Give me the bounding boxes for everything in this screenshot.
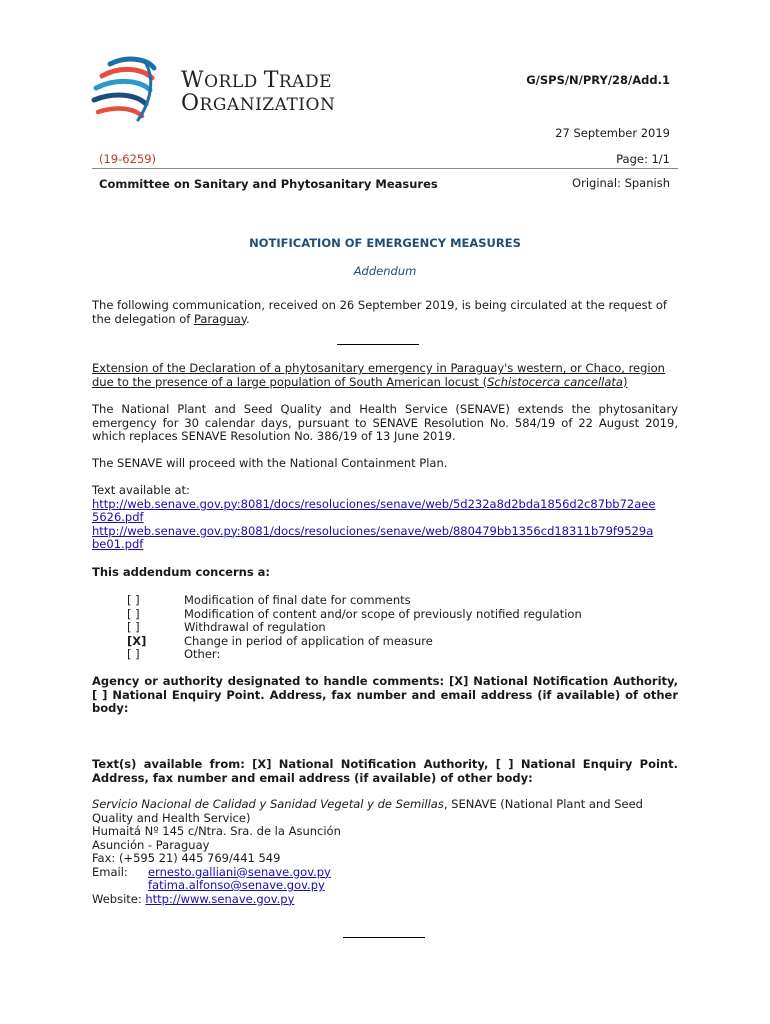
- contact-email-row: Email: ernesto.galliani@senave.gov.py: [92, 864, 331, 879]
- website-link[interactable]: http://www.senave.gov.py: [145, 891, 295, 906]
- resolution-link-2[interactable]: http://web.senave.gov.py:8081/docs/resoluciones/senave/web/880479bb1356cd18311b79f9529a be01.pdf: [92, 523, 654, 551]
- contact-organization: Servicio Nacional de Calidad y Sanidad Vegetal y de Semillas, SENAVE (National Plant and Seed Quality and Health Service): [92, 797, 643, 825]
- organization-name: [181, 70, 335, 116]
- header-divider: [92, 168, 678, 169]
- intro-paragraph: The following communication, received on 26 September 2019, is being circulated at the request of the delegation of Paraguay.: [92, 298, 667, 326]
- wto-logo-icon: [88, 56, 168, 128]
- concerns-checklist: [127, 594, 582, 662]
- contact-block: [92, 798, 678, 906]
- org-line-1: WORLD TRADE: [181, 68, 332, 93]
- measure-heading: Extension of the Declaration of a phytosanitary emergency in Paraguay's western, or Chaco, region due to the presence of a large population of South American locust (Schistocerca cancellata): [92, 361, 665, 389]
- document-subtitle: Addendum: [353, 264, 417, 278]
- contact-address-1: Humaitá Nº 145 c/Ntra. Sra. de la Asunción: [92, 824, 341, 838]
- checklist-item: [ ] Modification of content and/or scope of previously notified regulation: [127, 606, 582, 621]
- texts-available-paragraph: Text(s) available from: [X] National Notification Authority, [ ] National Enquiry Point. Address, fax number and email address (if available) of other body:: [92, 757, 678, 785]
- species-name: Schistocerca cancellata: [487, 374, 623, 389]
- page-number: Page: 1/1: [616, 152, 670, 166]
- document-symbol: G/SPS/N/PRY/28/Add.1: [526, 73, 670, 87]
- checklist-item: [ ] Withdrawal of regulation: [127, 620, 326, 634]
- checklist-item-checked: [X] Change in period of application of measure: [127, 633, 433, 648]
- country-name: Paraguay: [193, 311, 246, 326]
- org-line-1-text: ORLD: [204, 72, 264, 92]
- body-paragraph-2: The SENAVE will proceed with the National Containment Plan.: [92, 456, 448, 470]
- contact-address-2: Asunción - Paraguay: [92, 837, 210, 852]
- resolution-link-1[interactable]: http://web.senave.gov.py:8081/docs/resoluciones/senave/web/5d232a8d2bda1856d2c87bb72aee 5626.pdf: [92, 496, 656, 524]
- body-paragraph-1: The National Plant and Seed Quality and Health Service (SENAVE) extends the phytosanitary emergency for 30 calendar days, pursuant to SENAVE Resolution No. 584/19 of 22 August 2019, which replaces SENAVE Resolution No. 386/19 of 13 June 2019.: [92, 402, 678, 443]
- document-date: 27 September 2019: [555, 126, 670, 140]
- text-available-label: Text available at:: [92, 483, 190, 497]
- end-separator: [343, 937, 425, 938]
- separator: [337, 344, 419, 345]
- concerns-heading: This addendum concerns a:: [92, 565, 271, 579]
- checklist-item: [ ] Other:: [127, 647, 221, 661]
- contact-website-row: Website: http://www.senave.gov.py: [92, 891, 295, 906]
- org-line-2: ORGANIZATION: [181, 91, 336, 116]
- original-language: Original: Spanish: [572, 176, 670, 190]
- document-reference: (19-6259): [99, 152, 157, 166]
- checklist-item: [ ] Modification of final date for comments: [127, 593, 411, 607]
- committee-name: Committee on Sanitary and Phytosanitary Measures: [99, 177, 438, 191]
- email-link-1[interactable]: ernesto.galliani@senave.gov.py: [148, 864, 331, 879]
- document-title: NOTIFICATION OF EMERGENCY MEASURES: [249, 236, 521, 250]
- agency-paragraph: Agency or authority designated to handle comments: [X] National Notification Authority, [ ] National Enquiry Point. Address, fax number and email address (if available) of other body:: [92, 674, 678, 715]
- contact-fax: Fax: (+595 21) 445 769/441 549: [92, 851, 281, 865]
- text-available-block: [92, 484, 678, 552]
- email-link-2[interactable]: fatima.alfonso@senave.gov.py: [148, 878, 325, 892]
